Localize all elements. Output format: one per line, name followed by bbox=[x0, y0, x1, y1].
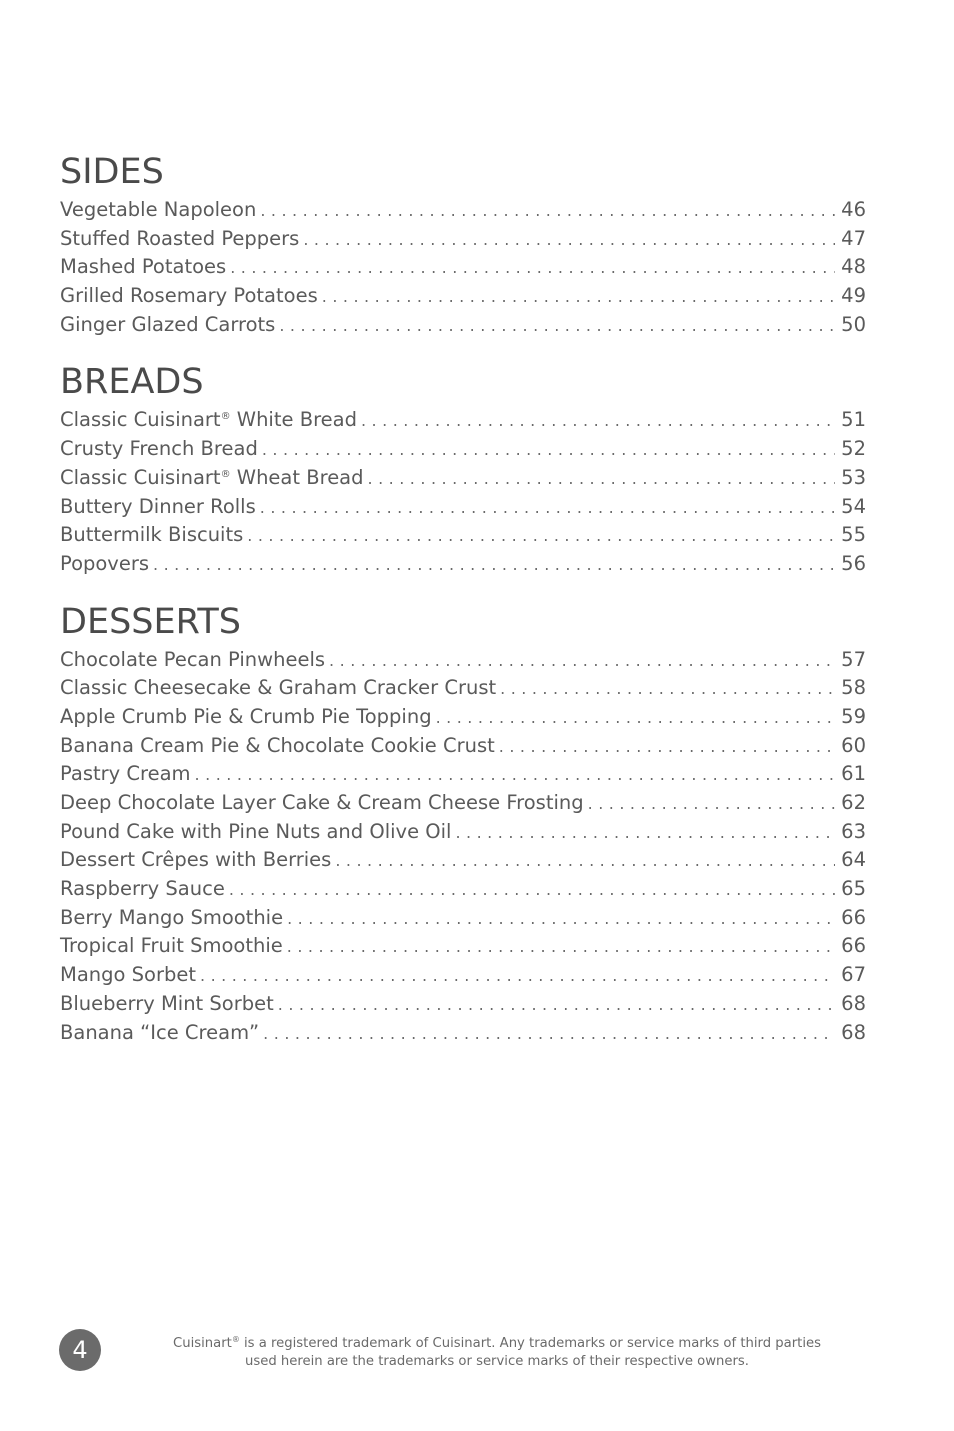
entry-label: Dessert Crêpes with Berries bbox=[60, 848, 332, 872]
entry-list bbox=[60, 196, 866, 339]
toc-entry[interactable] bbox=[60, 435, 866, 464]
toc-entry[interactable] bbox=[60, 674, 866, 703]
table-of-contents bbox=[60, 150, 866, 1068]
entry-page-number: 62 bbox=[841, 791, 866, 814]
entry-page-number: 55 bbox=[841, 523, 866, 547]
dot-leader bbox=[278, 991, 835, 1020]
entry-label-text: Classic Cuisinart bbox=[60, 408, 221, 432]
entry-label: Banana “Ice Cream” bbox=[60, 1020, 260, 1044]
entry-label: Ginger Glazed Carrots bbox=[60, 312, 276, 336]
toc-entry[interactable] bbox=[60, 875, 866, 904]
section-desserts bbox=[60, 600, 866, 1048]
dot-leader bbox=[329, 647, 835, 676]
entry-label: Banana Cream Pie & Chocolate Cookie Crust bbox=[60, 733, 495, 757]
toc-entry[interactable] bbox=[60, 196, 866, 225]
toc-entry[interactable] bbox=[60, 493, 866, 522]
entry-page-number: 54 bbox=[841, 494, 866, 518]
dot-leader bbox=[500, 675, 835, 704]
dot-leader bbox=[303, 226, 835, 255]
dot-leader bbox=[200, 962, 835, 991]
trademark-notice bbox=[163, 1335, 831, 1371]
toc-entry[interactable] bbox=[60, 253, 866, 282]
registered-mark: ® bbox=[220, 411, 231, 423]
entry-page-number: 58 bbox=[841, 676, 866, 700]
dot-leader bbox=[361, 407, 835, 436]
toc-entry[interactable] bbox=[60, 464, 866, 493]
toc-entry[interactable] bbox=[60, 818, 866, 847]
trademark-notice-text: Cuisinart bbox=[173, 1336, 232, 1351]
toc-entry[interactable] bbox=[60, 846, 866, 875]
registered-mark: ® bbox=[220, 468, 231, 480]
dot-leader bbox=[335, 847, 835, 876]
trademark-notice-text: is a registered trademark of Cuisinart. Any trademarks or service marks of third parties bbox=[239, 1336, 821, 1351]
entry-label: Classic Cheesecake & Graham Cracker Crust bbox=[60, 676, 497, 700]
dot-leader bbox=[588, 790, 836, 819]
entry-page-number: 52 bbox=[841, 437, 866, 461]
dot-leader bbox=[229, 876, 835, 905]
entry-page-number: 65 bbox=[841, 877, 866, 901]
entry-label: Crusty French Bread bbox=[60, 437, 258, 461]
entry-label: Grilled Rosemary Potatoes bbox=[60, 284, 318, 308]
entry-list bbox=[60, 406, 866, 578]
entry-label: Deep Chocolate Layer Cake & Cream Cheese Frosting bbox=[60, 791, 584, 814]
toc-entry[interactable] bbox=[60, 703, 866, 732]
trademark-notice-line: used herein are the trademarks or service marks of their respective owners. bbox=[245, 1354, 749, 1369]
dot-leader bbox=[260, 494, 835, 523]
entry-page-number: 47 bbox=[841, 226, 866, 250]
entry-label bbox=[60, 406, 361, 435]
section-title: SIDES bbox=[60, 152, 164, 192]
entry-page-number: 48 bbox=[841, 255, 866, 279]
dot-leader bbox=[455, 819, 835, 848]
entry-page-number: 66 bbox=[841, 934, 866, 958]
dot-leader bbox=[436, 704, 836, 733]
entry-label: Vegetable Napoleon bbox=[60, 198, 257, 221]
toc-entry[interactable] bbox=[60, 760, 866, 789]
toc-entry[interactable] bbox=[60, 932, 866, 961]
entry-page-number: 63 bbox=[841, 819, 866, 843]
dot-leader bbox=[287, 905, 835, 934]
section-sides bbox=[60, 150, 866, 339]
entry-label: Stuffed Roasted Peppers bbox=[60, 226, 300, 250]
dot-leader bbox=[230, 254, 835, 283]
entry-page-number: 57 bbox=[841, 647, 866, 671]
section-breads bbox=[60, 360, 866, 578]
page-number-badge: 4 bbox=[59, 1329, 101, 1371]
entry-label: Popovers bbox=[60, 551, 150, 575]
entry-label: Apple Crumb Pie & Crumb Pie Topping bbox=[60, 704, 432, 728]
dot-leader bbox=[322, 283, 835, 312]
toc-entry[interactable] bbox=[60, 311, 866, 340]
entry-page-number: 56 bbox=[841, 551, 866, 575]
entry-page-number: 46 bbox=[841, 198, 866, 221]
dot-leader bbox=[287, 933, 835, 962]
toc-entry[interactable] bbox=[60, 521, 866, 550]
section-title: DESSERTS bbox=[60, 601, 241, 642]
dot-leader bbox=[263, 1020, 835, 1049]
entry-page-number: 53 bbox=[841, 465, 866, 489]
entry-label-text: Classic Cuisinart bbox=[60, 465, 221, 489]
dot-leader bbox=[262, 436, 835, 465]
entry-label: Blueberry Mint Sorbet bbox=[60, 991, 274, 1015]
entry-label: Buttermilk Biscuits bbox=[60, 523, 244, 547]
toc-entry[interactable] bbox=[60, 282, 866, 311]
entry-label-text: Wheat Bread bbox=[230, 465, 364, 489]
entry-page-number: 67 bbox=[841, 963, 866, 987]
entry-label: Pastry Cream bbox=[60, 762, 191, 786]
entry-label: Pound Cake with Pine Nuts and Olive Oil bbox=[60, 819, 452, 843]
entry-page-number: 49 bbox=[841, 284, 866, 308]
entry-label: Mango Sorbet bbox=[60, 963, 196, 987]
entry-page-number: 60 bbox=[841, 733, 866, 757]
entry-label: Raspberry Sauce bbox=[60, 877, 225, 901]
toc-entry[interactable] bbox=[60, 990, 866, 1019]
entry-page-number: 61 bbox=[841, 762, 866, 786]
section-title: BREADS bbox=[60, 362, 204, 403]
entry-page-number: 51 bbox=[841, 408, 866, 432]
entry-label: Mashed Potatoes bbox=[60, 255, 227, 279]
entry-label: Chocolate Pecan Pinwheels bbox=[60, 647, 326, 671]
entry-label: Tropical Fruit Smoothie bbox=[60, 934, 283, 958]
entry-page-number: 68 bbox=[841, 991, 866, 1015]
dot-leader bbox=[368, 465, 836, 494]
entry-page-number: 50 bbox=[841, 312, 866, 336]
toc-entry[interactable] bbox=[60, 961, 866, 990]
toc-entry[interactable] bbox=[60, 732, 866, 761]
toc-entry[interactable] bbox=[60, 550, 866, 579]
dot-leader bbox=[195, 761, 836, 790]
dot-leader bbox=[247, 522, 835, 551]
dot-leader bbox=[499, 733, 835, 762]
toc-entry[interactable] bbox=[60, 225, 866, 254]
dot-leader bbox=[153, 551, 835, 580]
entry-page-number: 59 bbox=[841, 704, 866, 728]
trademark-notice-line bbox=[163, 1335, 831, 1353]
entry-label: Buttery Dinner Rolls bbox=[60, 494, 256, 518]
toc-entry[interactable] bbox=[60, 789, 866, 818]
page-footer bbox=[59, 1329, 859, 1373]
toc-entry[interactable] bbox=[60, 904, 866, 933]
entry-list bbox=[60, 646, 866, 1048]
entry-page-number: 68 bbox=[841, 1020, 866, 1044]
registered-mark: ® bbox=[231, 1335, 240, 1344]
entry-label bbox=[60, 464, 368, 493]
entry-page-number: 64 bbox=[841, 848, 866, 872]
toc-entry[interactable] bbox=[60, 646, 866, 675]
entry-label: Berry Mango Smoothie bbox=[60, 905, 284, 929]
dot-leader bbox=[260, 197, 835, 226]
toc-entry[interactable] bbox=[60, 1019, 866, 1048]
entry-page-number: 66 bbox=[841, 905, 866, 929]
entry-label-text: White Bread bbox=[230, 408, 357, 432]
dot-leader bbox=[279, 312, 835, 341]
toc-entry[interactable] bbox=[60, 406, 866, 435]
